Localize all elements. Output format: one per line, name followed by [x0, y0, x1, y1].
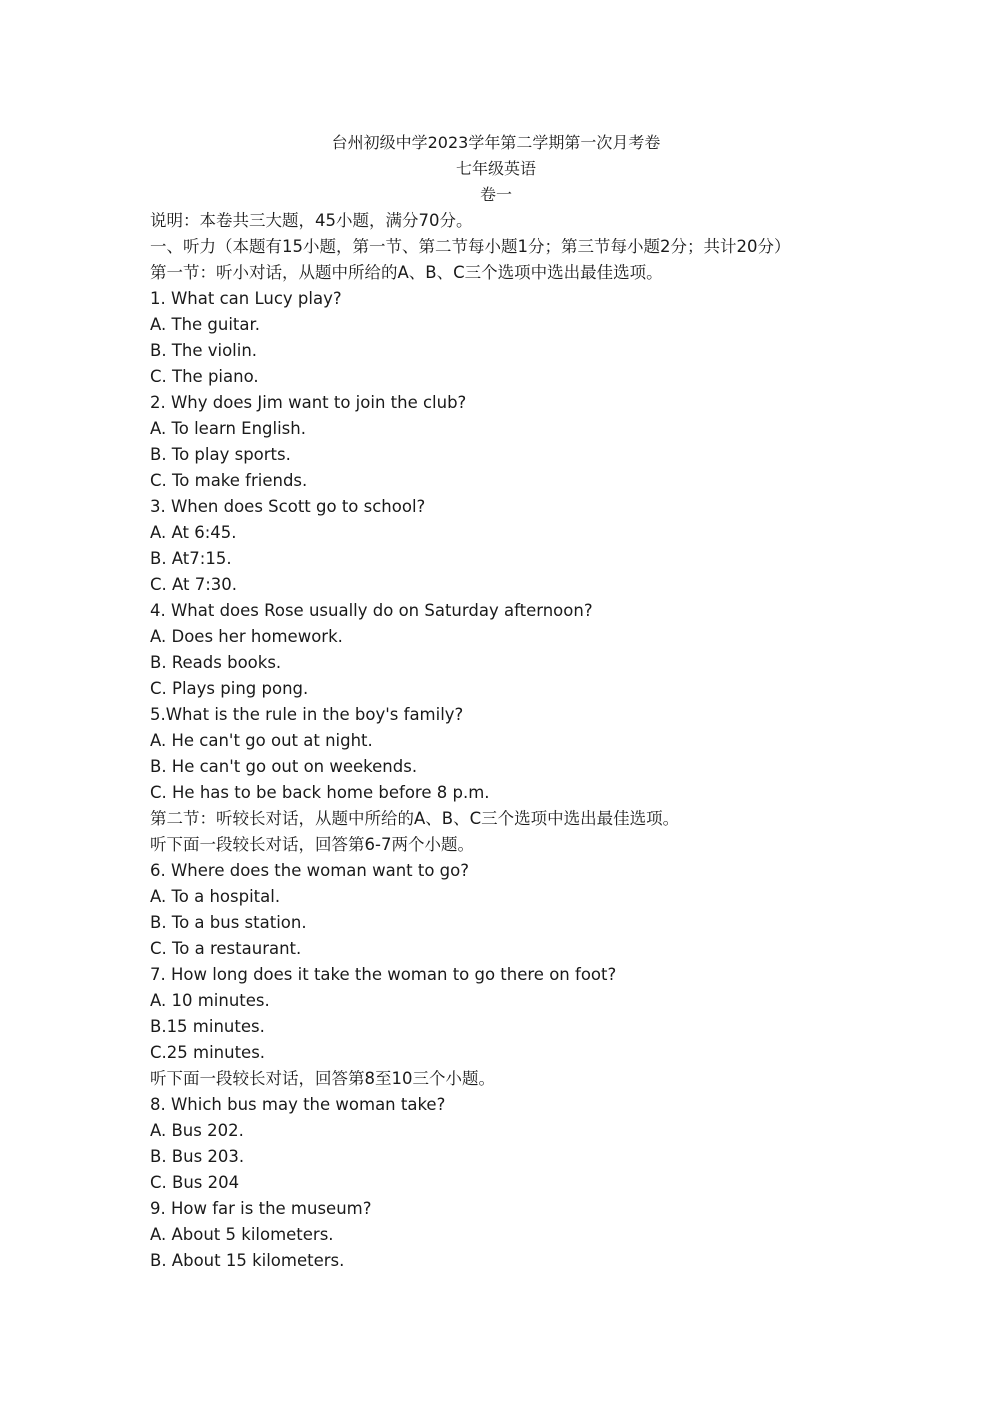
question: 3. When does Scott go to school? — [150, 497, 426, 516]
question: 8. Which bus may the woman take? — [150, 1095, 446, 1114]
option: C.25 minutes. — [150, 1043, 266, 1062]
option: A. Bus 202. — [150, 1121, 244, 1140]
option: C. Plays ping pong. — [150, 679, 309, 698]
question: 2. Why does Jim want to join the club? — [150, 393, 467, 412]
option: B. The violin. — [150, 341, 258, 360]
question: 5.What is the rule in the boy's family? — [150, 705, 464, 724]
option: C. At 7:30. — [150, 575, 238, 594]
part-heading: 第一节：听小对话，从题中所给的A、B、C三个选项中选出最佳选项。 — [150, 263, 663, 282]
passage-instruction: 听下面一段较长对话，回答第8至10三个小题。 — [150, 1069, 495, 1088]
instructions-line: 说明：本卷共三大题，45小题，满分70分。 — [150, 211, 473, 230]
question: 9. How far is the museum? — [150, 1199, 372, 1218]
option: B. He can't go out on weekends. — [150, 757, 418, 776]
option: A. At 6:45. — [150, 523, 237, 542]
option: B.15 minutes. — [150, 1017, 265, 1036]
exam-header — [0, 130, 992, 208]
question: 1. What can Lucy play? — [150, 289, 342, 308]
exam-volume: 卷一 — [479, 185, 512, 204]
option: C. Bus 204 — [150, 1173, 240, 1192]
option: C. To a restaurant. — [150, 939, 302, 958]
passage-instruction: 听下面一段较长对话，回答第6-7两个小题。 — [150, 835, 474, 854]
option: A. He can't go out at night. — [150, 731, 373, 750]
exam-body — [150, 208, 870, 1274]
option: A. The guitar. — [150, 315, 261, 334]
exam-title: 台州初级中学2023学年第二学期第一次月考卷 — [331, 133, 661, 152]
option: C. The piano. — [150, 367, 259, 386]
option: B. About 15 kilometers. — [150, 1251, 345, 1270]
question: 6. Where does the woman want to go? — [150, 861, 470, 880]
option: A. About 5 kilometers. — [150, 1225, 334, 1244]
option: A. To a hospital. — [150, 887, 281, 906]
option: B. To a bus station. — [150, 913, 307, 932]
option: C. To make friends. — [150, 471, 308, 490]
option: B. Reads books. — [150, 653, 282, 672]
option: B. To play sports. — [150, 445, 291, 464]
question: 4. What does Rose usually do on Saturday afternoon? — [150, 601, 593, 620]
part-heading: 第二节：听较长对话，从题中所给的A、B、C三个选项中选出最佳选项。 — [150, 809, 680, 828]
option: B. At7:15. — [150, 549, 232, 568]
option: A. To learn English. — [150, 419, 306, 438]
section-heading: 一、听力（本题有15小题，第一节、第二节每小题1分；第三节每小题2分；共计20分） — [150, 237, 791, 256]
exam-subtitle: 七年级英语 — [455, 159, 536, 178]
question: 7. How long does it take the woman to go there on foot? — [150, 965, 617, 984]
option: C. He has to be back home before 8 p.m. — [150, 783, 490, 802]
option: A. Does her homework. — [150, 627, 343, 646]
option: B. Bus 203. — [150, 1147, 245, 1166]
option: A. 10 minutes. — [150, 991, 270, 1010]
